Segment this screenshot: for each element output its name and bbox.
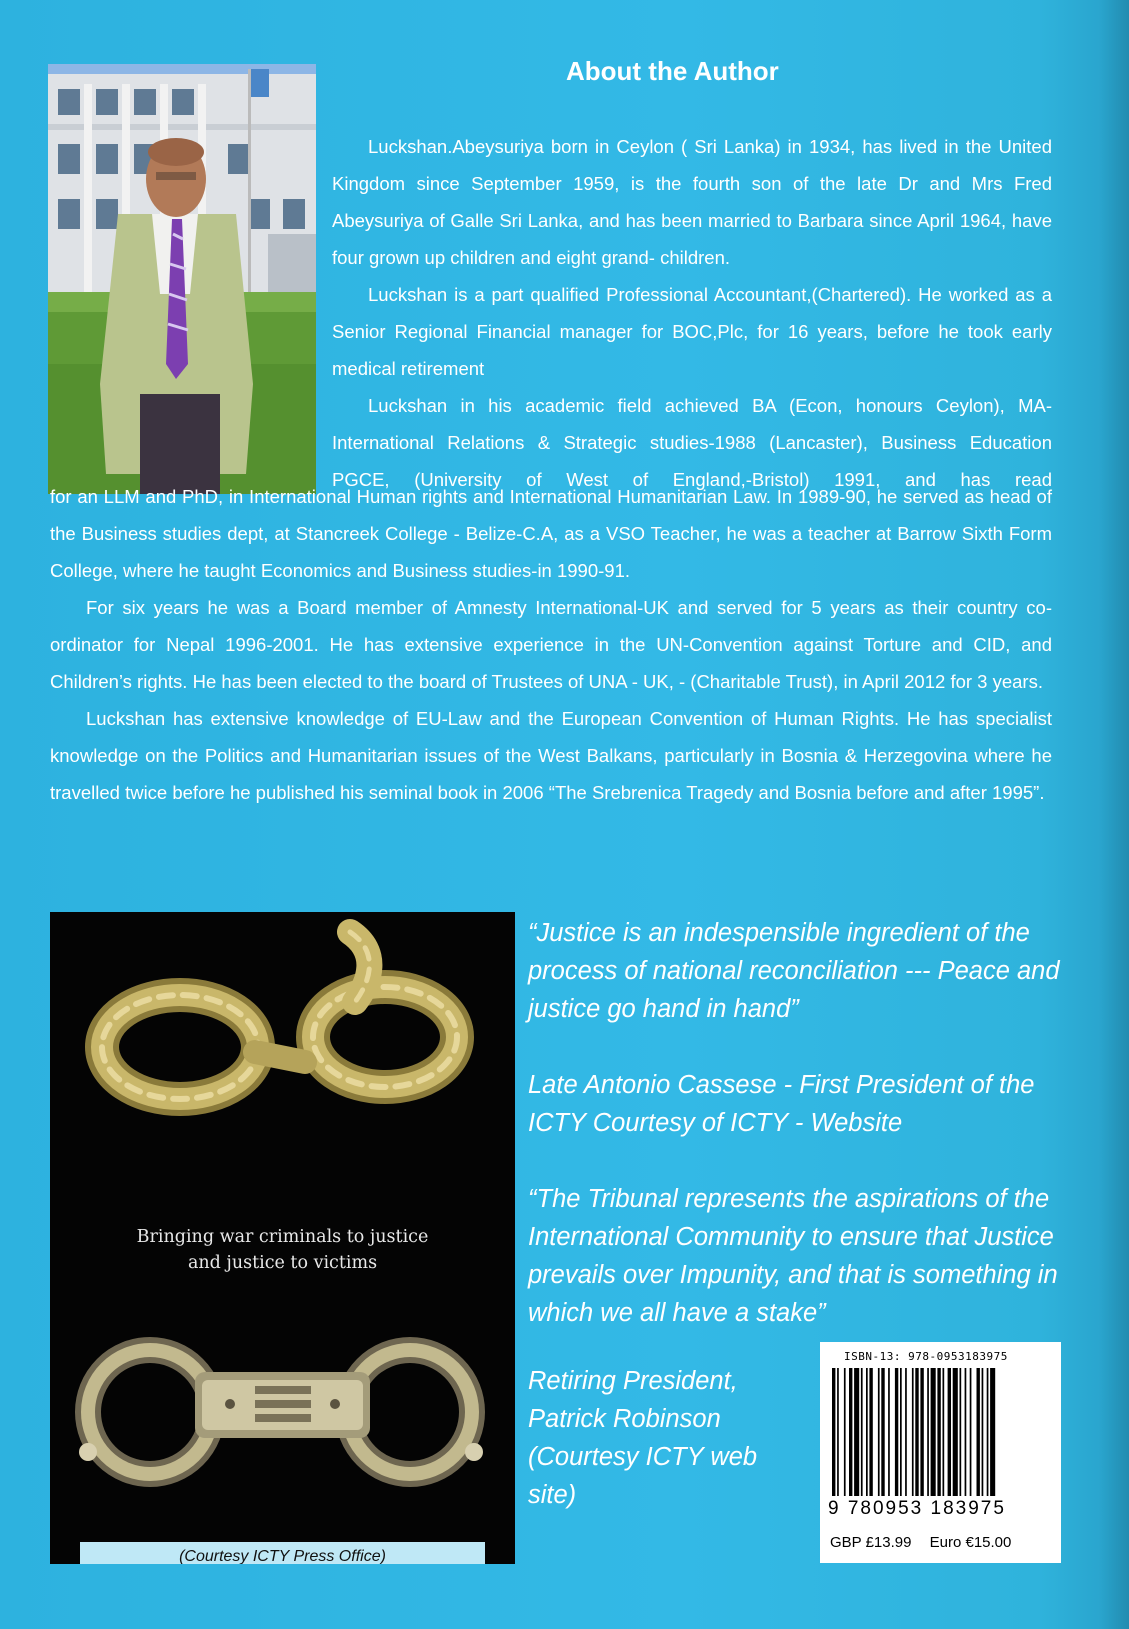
barcode-bar <box>927 1368 929 1496</box>
barcode-bar <box>895 1368 898 1496</box>
price-line <box>830 1534 1011 1551</box>
bio-paragraph: Luckshan has extensive knowledge of EU-Law and the European Convention of Human Rights. He has specialist knowledge on the Politics and Humanitarian issues of the West Balkans, particularly in Bosnia & Herzegovina where he travelled twice before he published his seminal book in 2006 “The Srebrenica Tragedy and Bosnia before and after 1995”. <box>50 708 1052 803</box>
barcode-bars <box>830 1368 1051 1496</box>
barcode-bar <box>849 1368 852 1496</box>
barcode-bar <box>888 1368 890 1496</box>
poster-caption <box>50 1224 515 1276</box>
quote-cassese: “Justice is an indespensible ingredient of the process of national reconciliation --- Peace and justice go hand in hand” <box>528 919 1060 1023</box>
bio-text-wide <box>50 478 1052 811</box>
barcode-bar <box>982 1368 984 1496</box>
barcode-bar <box>931 1368 936 1496</box>
barcode-bar <box>869 1368 872 1496</box>
barcode-bar <box>953 1368 958 1496</box>
author-photo <box>48 64 316 494</box>
barcode-bar <box>977 1368 980 1496</box>
barcode-bar <box>900 1368 902 1496</box>
poster-caption-line: Bringing war criminals to justice <box>136 1227 429 1247</box>
icty-poster-image <box>50 912 515 1564</box>
barcode-bar <box>937 1368 940 1496</box>
price-euro: Euro €15.00 <box>929 1534 1012 1551</box>
isbn-barcode-box <box>820 1342 1061 1563</box>
bio-paragraph: for an LLM and PhD, in International Human rights and International Humanitarian Law. In 1989-90, he served as head of the Business studies dept, at Stancreek College - Belize-C.A, as a VSO Teacher, he was a teacher at Barrow Sixth Form College, where he taught Economics and Business studies-in 1990-91. <box>50 486 1052 581</box>
barcode-bar <box>965 1368 967 1496</box>
barcode-bar <box>960 1368 962 1496</box>
quote-tribunal: “The Tribunal represents the aspirations of the International Community to ensure that Justice prevails over Impunity, and that is something in which we all have a stake” <box>528 1185 1058 1327</box>
barcode-bar <box>990 1368 995 1496</box>
barcode-bar <box>832 1368 835 1496</box>
barcode-bar <box>905 1368 907 1496</box>
poster-caption-line: and justice to victims <box>187 1253 378 1273</box>
bio-paragraph: Luckshan.Abeysuriya born in Ceylon ( Sri Lanka) in 1934, has lived in the United Kingdom since September 1959, is the fourth son of the late Dr and Mrs Fred Abeysuriya of Galle Sri Lanka, and has been married to Barbara since April 1964, have four grown up children and eight grand- children. <box>332 136 1052 268</box>
quote-cassese-attribution: Late Antonio Cassese - First President of the ICTY Courtesy of ICTY - Website <box>528 1071 1035 1137</box>
isbn-label: ISBN-13: 978-0953183975 <box>844 1350 1008 1363</box>
barcode-bar <box>920 1368 923 1496</box>
barcode-bar <box>861 1368 863 1496</box>
barcode-bar <box>881 1368 884 1496</box>
barcode-bar <box>948 1368 951 1496</box>
quote-robinson-attribution: Retiring President, Patrick Robinson (Courtesy ICTY web site) <box>528 1367 758 1509</box>
price-gbp: GBP £13.99 <box>830 1534 912 1551</box>
barcode-bar <box>844 1368 846 1496</box>
section-heading: About the Author <box>566 56 779 86</box>
barcode-bar <box>970 1368 972 1496</box>
barcode-bar <box>987 1368 989 1496</box>
barcode-digits: 9 780953 183975 <box>828 1498 1006 1519</box>
barcode-bar <box>837 1368 839 1496</box>
barcode-bar <box>866 1368 868 1496</box>
barcode-bar <box>943 1368 945 1496</box>
barcode-bar <box>854 1368 859 1496</box>
cover-edge-shadow <box>1099 0 1129 1629</box>
barcode-bar <box>915 1368 918 1496</box>
barcode-bar <box>878 1368 880 1496</box>
bio-paragraph: Luckshan is a part qualified Professional Accountant,(Chartered). He worked as a Senior Regional Financial manager for BOC,Plc, for 16 years, before he took early medical retirement <box>332 284 1052 379</box>
poster-credit: (Courtesy ICTY Press Office) <box>80 1542 485 1564</box>
bio-paragraph: Luckshan in his academic field achieved BA (Econ, honours Ceylon), MA-International Relations & Strategic studies-1988 (Lancaster), Business Education PGCE, (University of West of England,-Bristol) 1991, and has read <box>332 395 1052 490</box>
barcode-bar <box>912 1368 914 1496</box>
bio-paragraph: For six years he was a Board member of Amnesty International-UK and served for 5 years as their country co-ordinator for Nepal 1996-2001. He has extensive experience in the UN-Convention against Torture and CID, and Children’s rights. He has been elected to the board of Trustees of UNA - UK, - (Charitable Trust), in April 2012 for 3 years. <box>50 597 1052 692</box>
bio-text-narrow <box>332 128 1052 498</box>
